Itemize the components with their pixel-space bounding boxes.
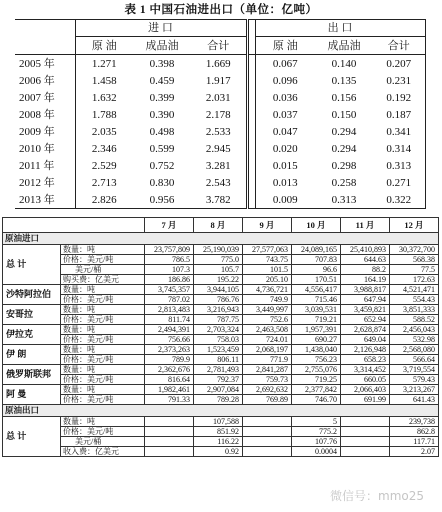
month-value: 724.01: [243, 335, 292, 345]
month-value: 77.5: [390, 265, 439, 275]
country-name: 伊 朗: [3, 345, 61, 365]
value-cell: 0.599: [149, 142, 175, 155]
value-cell: 0.314: [373, 140, 425, 157]
month-header-row: [3, 218, 439, 233]
month-value: 652.94: [341, 315, 390, 325]
month-value: 2,494,391: [145, 325, 194, 335]
month-value: 579.43: [390, 375, 439, 385]
month-value: [243, 427, 292, 437]
month-value: 2,755,076: [292, 365, 341, 375]
value-cell: 2.346: [75, 140, 133, 157]
month-value: 756.66: [145, 335, 194, 345]
value-cell: 0.498: [149, 125, 175, 138]
column-header: 合计: [191, 37, 247, 55]
data-row: [3, 345, 439, 355]
month-value: 4,556,417: [292, 285, 341, 295]
year-label: 2010 年: [19, 142, 55, 155]
month-value: 554.43: [390, 295, 439, 305]
metric-label: 数量：吨: [61, 285, 145, 295]
metric-label: 价格：美元/吨: [61, 395, 145, 405]
month-value: 30,372,700: [390, 245, 439, 255]
month-value: 758.03: [194, 335, 243, 345]
year-row: [15, 123, 425, 140]
value-cell: 2.035: [75, 123, 133, 140]
value-cell: 0.341: [373, 123, 425, 140]
value-cell: 0.313: [373, 157, 425, 174]
month-value: 195.22: [194, 275, 243, 285]
month-value: 775.2: [292, 427, 341, 437]
value-cell: 3.281: [205, 159, 231, 172]
value-cell: 2.178: [205, 108, 231, 121]
value-cell: 0.192: [373, 89, 425, 106]
data-row: [3, 365, 439, 375]
month-value: 691.99: [341, 395, 390, 405]
value-cell: 0.013: [255, 174, 315, 191]
metric-label: 价格：美元/吨: [61, 255, 145, 265]
month-header: 10 月: [292, 218, 341, 233]
year-label: 2012 年: [19, 176, 55, 189]
month-value: 1,982,461: [145, 385, 194, 395]
year-label: 2011 年: [19, 159, 55, 172]
month-value: 170.51: [292, 275, 341, 285]
value-cell: 0.015: [255, 157, 315, 174]
month-value: 25,190,039: [194, 245, 243, 255]
value-cell: 2.826: [75, 191, 133, 209]
value-cell: 3.782: [191, 191, 247, 209]
spacer-cell: [247, 37, 255, 55]
month-value: 107,588: [194, 417, 243, 427]
month-value: 775.0: [194, 255, 243, 265]
data-row: [3, 355, 439, 365]
column-header: 原 油: [75, 37, 133, 55]
value-cell: 0.037: [255, 106, 315, 123]
value-cell: 0.390: [149, 108, 175, 121]
month-value: 851.92: [194, 427, 243, 437]
value-cell: 0.459: [149, 74, 175, 87]
month-value: 862.8: [390, 427, 439, 437]
column-header: 原 油: [255, 37, 315, 55]
metric-label: 数量：吨: [61, 345, 145, 355]
spacer-cell: [247, 140, 255, 157]
year-row: [15, 106, 425, 123]
data-row: [3, 285, 439, 295]
data-row: [3, 305, 439, 315]
month-value: 568.38: [390, 255, 439, 265]
month-value: 2,813,483: [145, 305, 194, 315]
value-cell: 2.529: [75, 157, 133, 174]
month-value: 23,757,809: [145, 245, 194, 255]
data-row: [3, 315, 439, 325]
value-cell: 0.752: [149, 159, 175, 172]
metric-label: 数量：吨: [61, 245, 145, 255]
month-value: 88.2: [341, 265, 390, 275]
data-row: [3, 447, 439, 457]
column-header: 成品油: [315, 37, 373, 55]
month-value: 759.73: [243, 375, 292, 385]
value-cell: 0.156: [331, 91, 357, 104]
country-name: 伊拉克: [3, 325, 61, 345]
metric-label: 数量：吨: [61, 385, 145, 395]
month-value: 588.52: [390, 315, 439, 325]
month-value: 2,126,948: [341, 345, 390, 355]
month-value: 644.63: [341, 255, 390, 265]
year-row: [15, 157, 425, 174]
month-value: 3,314,452: [341, 365, 390, 375]
spacer-cell: [247, 191, 255, 209]
month-value: 3,851,333: [390, 305, 439, 315]
month-value: 3,944,105: [194, 285, 243, 295]
month-value: 2,463,508: [243, 325, 292, 335]
metric-label: 美元/桶: [61, 265, 145, 275]
spacer-cell: [247, 157, 255, 174]
month-value: [243, 447, 292, 457]
value-cell: 2.713: [75, 174, 133, 191]
month-value: 649.04: [341, 335, 390, 345]
import-group-header: 进 口: [75, 20, 247, 37]
value-cell: 1.917: [205, 74, 231, 87]
month-value: 3,745,357: [145, 285, 194, 295]
value-cell: 0.140: [331, 57, 357, 70]
value-cell: 0.067: [255, 55, 315, 73]
value-cell: 1.788: [75, 106, 133, 123]
metric-label: 数量：吨: [61, 365, 145, 375]
value-cell: 0.294: [331, 125, 357, 138]
month-value: 2.07: [390, 447, 439, 457]
month-value: 806.11: [194, 355, 243, 365]
year-label: 2013 年: [15, 191, 75, 209]
data-row: [3, 255, 439, 265]
spacer-cell: [247, 20, 255, 37]
month-value: 24,089,165: [292, 245, 341, 255]
month-value: [341, 447, 390, 457]
month-value: 660.05: [341, 375, 390, 385]
year-row: [15, 174, 425, 191]
value-cell: 0.020: [255, 140, 315, 157]
month-value: [145, 447, 194, 457]
value-cell: 0.231: [373, 72, 425, 89]
spacer-cell: [247, 89, 255, 106]
metric-label: 价格：美元/吨: [61, 355, 145, 365]
value-cell: 1.632: [75, 89, 133, 106]
month-value: 1,438,040: [292, 345, 341, 355]
value-cell: 0.322: [373, 191, 425, 209]
year-row: [15, 140, 425, 157]
month-value: [243, 417, 292, 427]
metric-label: 价格：美元/吨: [61, 427, 145, 437]
month-value: 811.74: [145, 315, 194, 325]
month-value: 3,213,267: [390, 385, 439, 395]
month-value: 2,781,493: [194, 365, 243, 375]
month-value: [145, 417, 194, 427]
month-value: 566.64: [390, 355, 439, 365]
section-row: [3, 233, 439, 245]
month-value: [145, 427, 194, 437]
year-label: 2008 年: [19, 108, 55, 121]
month-value: 786.76: [194, 295, 243, 305]
month-value: 0.92: [194, 447, 243, 457]
month-header: 9 月: [243, 218, 292, 233]
data-row: [3, 295, 439, 305]
month-value: 172.63: [390, 275, 439, 285]
column-header: 成品油: [133, 37, 191, 55]
month-value: 771.9: [243, 355, 292, 365]
data-row: [3, 427, 439, 437]
month-value: [341, 427, 390, 437]
month-header: 7 月: [145, 218, 194, 233]
country-name: 总 计: [3, 417, 61, 457]
value-cell: 0.207: [373, 55, 425, 73]
data-row: [3, 325, 439, 335]
month-value: 186.86: [145, 275, 194, 285]
country-name: 阿 曼: [3, 385, 61, 405]
spacer-cell: [247, 55, 255, 73]
month-value: 749.9: [243, 295, 292, 305]
month-value: 2,907,084: [194, 385, 243, 395]
month-header-blank: [3, 218, 145, 233]
month-value: 0.0004: [292, 447, 341, 457]
month-value: 1,957,391: [292, 325, 341, 335]
month-value: 205.10: [243, 275, 292, 285]
month-value: 101.5: [243, 265, 292, 275]
value-cell: 0.294: [331, 142, 357, 155]
month-value: 743.75: [243, 255, 292, 265]
watermark: 微信号：mmo25: [330, 489, 424, 503]
data-row: [3, 417, 439, 427]
month-value: 2,066,403: [341, 385, 390, 395]
data-row: [3, 265, 439, 275]
data-row: [3, 395, 439, 405]
month-value: 105.7: [194, 265, 243, 275]
section-title: 原油出口: [3, 405, 439, 417]
table1-title: 表 1 中国石油进出口（单位：亿吨）: [124, 4, 318, 16]
country-name: 俄罗斯联邦: [3, 365, 61, 385]
month-value: 789.28: [194, 395, 243, 405]
month-value: 3,216,943: [194, 305, 243, 315]
data-row: [3, 437, 439, 447]
corner-cell: [15, 20, 75, 37]
metric-label: 数量：吨: [61, 305, 145, 315]
country-name: 沙特阿拉伯: [3, 285, 61, 305]
metric-label: 数量：吨: [61, 325, 145, 335]
month-value: 715.46: [292, 295, 341, 305]
data-row: [3, 245, 439, 255]
value-cell: 0.298: [331, 159, 357, 172]
year-label: 2005 年: [19, 57, 55, 70]
value-cell: 1.271: [75, 55, 133, 73]
metric-label: 收入费：亿美元: [61, 447, 145, 457]
month-value: 746.70: [292, 395, 341, 405]
month-value: 2,692,632: [243, 385, 292, 395]
column-header: 合计: [373, 37, 425, 55]
month-value: 107.76: [292, 437, 341, 447]
month-value: 786.5: [145, 255, 194, 265]
metric-label: 美元/桶: [61, 437, 145, 447]
monthly-crude-table: [2, 217, 439, 457]
month-value: 107.3: [145, 265, 194, 275]
month-value: 2,703,324: [194, 325, 243, 335]
month-value: 4,521,471: [390, 285, 439, 295]
value-cell: 0.047: [255, 123, 315, 140]
metric-label: 价格：美元/吨: [61, 375, 145, 385]
year-label: 2009 年: [19, 125, 55, 138]
year-row: [15, 72, 425, 89]
month-value: 2,568,080: [390, 345, 439, 355]
month-value: 4,736,721: [243, 285, 292, 295]
metric-label: 数量：吨: [61, 417, 145, 427]
month-value: 756.23: [292, 355, 341, 365]
value-cell: 0.830: [149, 176, 175, 189]
month-value: 96.6: [292, 265, 341, 275]
value-cell: 0.399: [149, 91, 175, 104]
value-cell: 0.096: [255, 72, 315, 89]
value-cell: 0.036: [255, 89, 315, 106]
section-row: [3, 405, 439, 417]
value-cell: 0.271: [373, 174, 425, 191]
metric-label: 价格：美元/吨: [61, 335, 145, 345]
month-value: 787.02: [145, 295, 194, 305]
month-value: 3,719,554: [390, 365, 439, 375]
spacer-cell: [247, 72, 255, 89]
month-value: 2,841,287: [243, 365, 292, 375]
year-row: [15, 191, 425, 209]
export-group-header: 出 口: [255, 20, 425, 37]
spacer-cell: [247, 174, 255, 191]
month-value: 641.43: [390, 395, 439, 405]
month-value: 2,068,197: [243, 345, 292, 355]
month-value: 2,362,676: [145, 365, 194, 375]
month-value: [341, 417, 390, 427]
month-value: 690.27: [292, 335, 341, 345]
value-cell: 0.398: [149, 57, 175, 70]
value-cell: 0.187: [373, 106, 425, 123]
month-value: 719.25: [292, 375, 341, 385]
section-title: 原油进口: [3, 233, 439, 245]
spacer-cell: [247, 123, 255, 140]
month-value: 2,373,263: [145, 345, 194, 355]
month-value: 658.23: [341, 355, 390, 365]
month-value: 116.22: [194, 437, 243, 447]
data-row: [3, 335, 439, 345]
month-value: 719.21: [292, 315, 341, 325]
year-label: 2006 年: [19, 74, 55, 87]
country-name: 总 计: [3, 245, 61, 285]
value-cell: 2.031: [205, 91, 231, 104]
metric-label: 购买费：亿美元: [61, 275, 145, 285]
month-value: 5: [292, 417, 341, 427]
month-value: 239,738: [390, 417, 439, 427]
value-cell: 2.543: [205, 176, 231, 189]
year-row: [15, 55, 425, 73]
month-value: 2,456,043: [390, 325, 439, 335]
month-value: 3,988,817: [341, 285, 390, 295]
month-value: [145, 437, 194, 447]
month-header: 11 月: [341, 218, 390, 233]
month-value: 792.37: [194, 375, 243, 385]
country-name: 安哥拉: [3, 305, 61, 325]
value-cell: 0.135: [331, 74, 357, 87]
month-value: 164.19: [341, 275, 390, 285]
month-value: 3,039,531: [292, 305, 341, 315]
value-cell: 0.150: [331, 108, 357, 121]
month-value: [341, 437, 390, 447]
month-header: 12 月: [390, 218, 439, 233]
month-value: 789.9: [145, 355, 194, 365]
month-value: [243, 437, 292, 447]
value-cell: 2.945: [205, 142, 231, 155]
data-row: [3, 275, 439, 285]
month-value: 1,523,459: [194, 345, 243, 355]
metric-label: 价格：美元/吨: [61, 295, 145, 305]
year-header-cell: [15, 37, 75, 55]
value-cell: 1.458: [75, 72, 133, 89]
year-row: [15, 89, 425, 106]
value-cell: 1.669: [205, 57, 231, 70]
month-header: 8 月: [194, 218, 243, 233]
data-row: [3, 375, 439, 385]
spacer-cell: [247, 106, 255, 123]
month-value: 816.64: [145, 375, 194, 385]
month-value: 707.83: [292, 255, 341, 265]
data-row: [3, 385, 439, 395]
month-value: 27,577,063: [243, 245, 292, 255]
month-value: 787.75: [194, 315, 243, 325]
month-value: 25,410,893: [341, 245, 390, 255]
month-value: 769.89: [243, 395, 292, 405]
month-value: 2,377,842: [292, 385, 341, 395]
month-value: 791.33: [145, 395, 194, 405]
value-cell: 0.313: [315, 191, 373, 209]
month-value: 3,459,821: [341, 305, 390, 315]
month-value: 2,628,874: [341, 325, 390, 335]
month-value: 532.98: [390, 335, 439, 345]
value-cell: 0.258: [331, 176, 357, 189]
month-value: 117.71: [390, 437, 439, 447]
metric-label: 价格：美元/吨: [61, 315, 145, 325]
year-label: 2007 年: [19, 91, 55, 104]
value-cell: 2.533: [205, 125, 231, 138]
month-value: 647.94: [341, 295, 390, 305]
month-value: 3,449,997: [243, 305, 292, 315]
value-cell: 0.956: [133, 191, 191, 209]
china-oil-trade-table: [15, 19, 426, 209]
month-value: 752.6: [243, 315, 292, 325]
value-cell: 0.009: [255, 191, 315, 209]
